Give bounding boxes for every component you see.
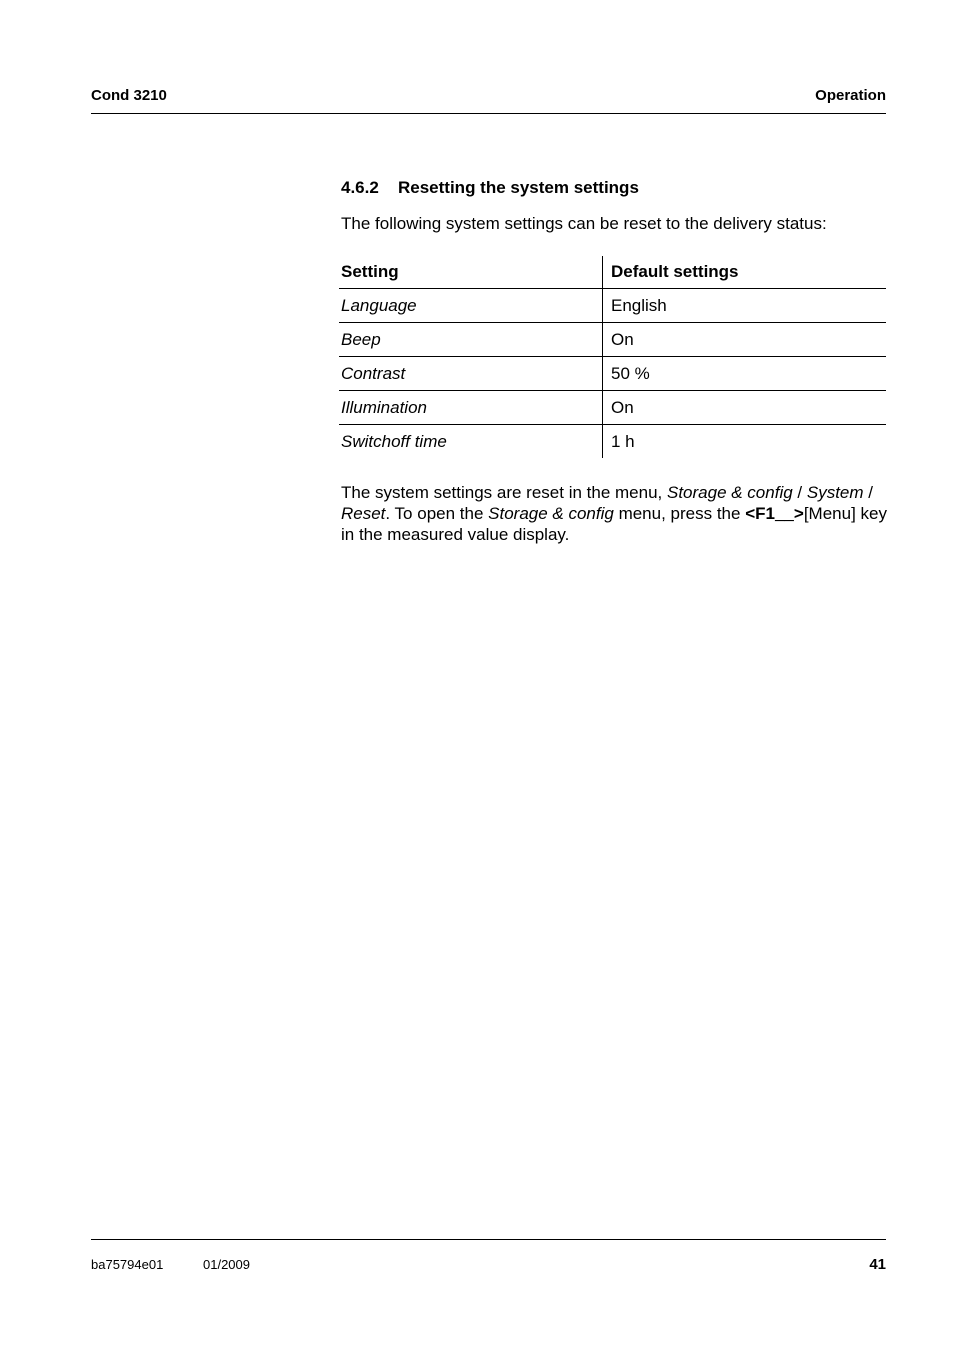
header-chapter: Operation xyxy=(815,87,886,104)
para-text: The system settings are reset in the menu, xyxy=(341,483,667,502)
key-end: > xyxy=(793,504,804,523)
reset-instructions xyxy=(341,482,887,545)
table-row xyxy=(339,323,886,357)
settings-table xyxy=(339,256,886,458)
header-product: Cond 3210 xyxy=(91,87,167,104)
key-blank: __ xyxy=(774,504,794,523)
path-separator: / xyxy=(792,483,807,502)
setting-name: Contrast xyxy=(339,357,603,391)
section-title: Resetting the system settings xyxy=(398,178,639,197)
section-number: 4.6.2 xyxy=(341,178,379,197)
path-separator: / xyxy=(863,483,873,502)
table-row xyxy=(339,289,886,323)
table-header-setting: Setting xyxy=(339,256,603,289)
menu-name: Reset xyxy=(341,504,386,523)
footer-doc-id: ba75794e01 xyxy=(91,1257,164,1272)
setting-name: Switchoff time xyxy=(339,425,603,459)
section-heading xyxy=(341,178,639,198)
para-text: menu, press the xyxy=(613,504,746,523)
table-header-default: Default settings xyxy=(611,262,739,281)
menu-name: Storage & config xyxy=(488,504,614,523)
setting-default: On xyxy=(603,391,887,425)
menu-name: System xyxy=(806,483,864,502)
setting-name: Beep xyxy=(339,323,603,357)
footer-date: 01/2009 xyxy=(203,1257,250,1272)
para-text: [Menu] key in the measured value display. xyxy=(341,504,887,544)
header-rule xyxy=(91,113,886,114)
setting-default: 1 h xyxy=(603,425,887,459)
setting-default: English xyxy=(603,289,887,323)
table-row xyxy=(339,357,886,391)
table-row xyxy=(339,391,886,425)
intro-text: The following system settings can be reset to the delivery status: xyxy=(341,214,827,233)
para-text: . To open the xyxy=(385,504,489,523)
setting-name: Language xyxy=(339,289,603,323)
footer-rule xyxy=(91,1239,886,1240)
table-header-row xyxy=(339,256,886,289)
page-number: 41 xyxy=(869,1256,886,1273)
key-name: <F1 xyxy=(745,504,775,523)
setting-default: On xyxy=(603,323,887,357)
setting-name: Illumination xyxy=(339,391,603,425)
menu-name: Storage & config xyxy=(666,483,793,502)
setting-default: 50 % xyxy=(603,357,887,391)
table-row xyxy=(339,425,886,459)
